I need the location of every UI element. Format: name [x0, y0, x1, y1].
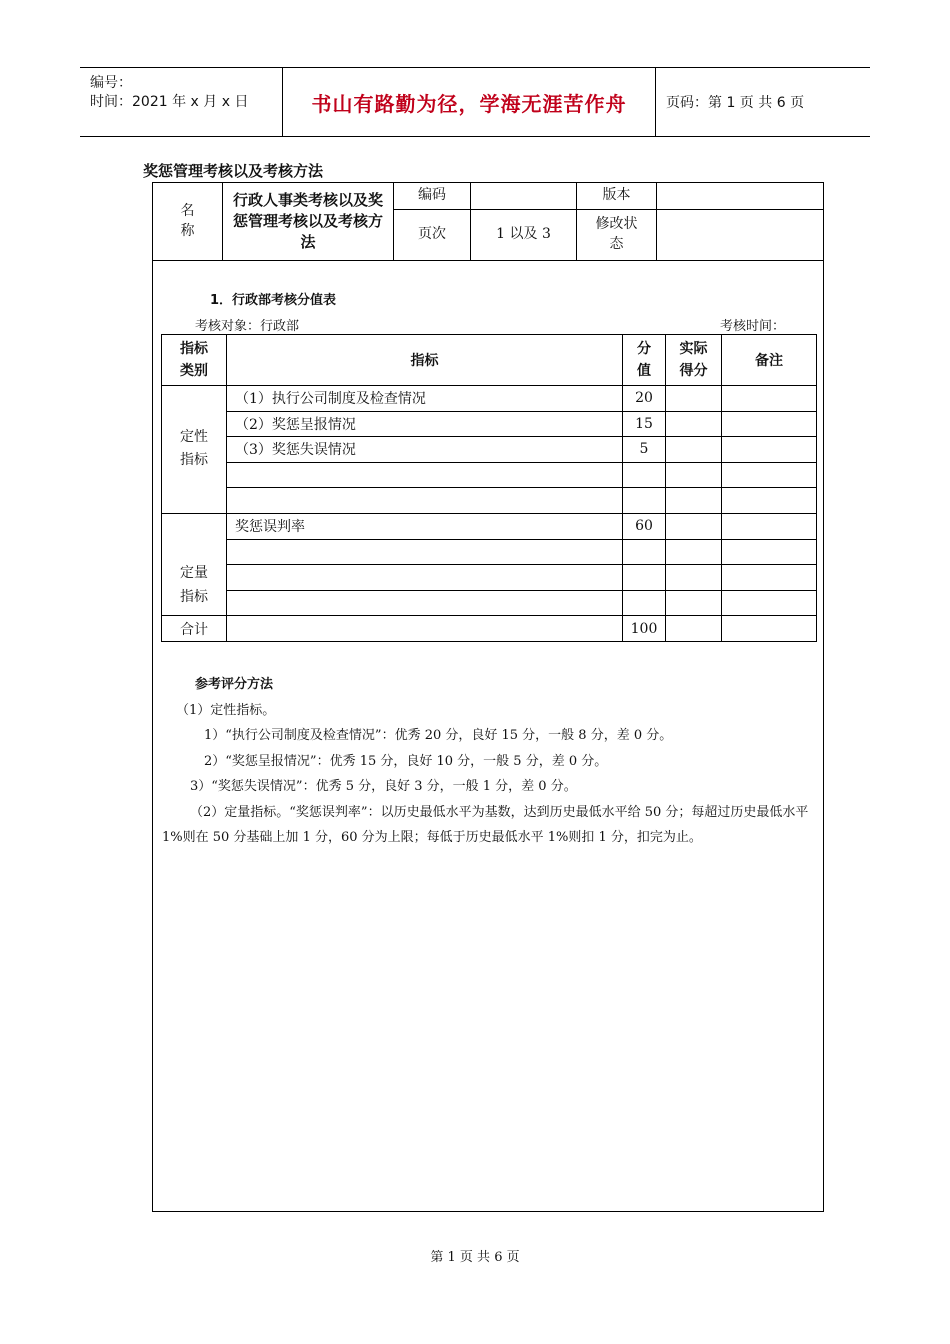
- total-row: [162, 616, 817, 642]
- header-page-info-cell: [656, 68, 870, 136]
- notes-cell: [722, 437, 817, 463]
- scoring-method: [162, 672, 817, 851]
- actual-score-cell: [666, 513, 722, 539]
- indicator-cell: （3）奖惩失误情况: [227, 437, 623, 463]
- score-cell: [623, 462, 666, 488]
- method-line: 3）“奖惩失误情况”：优秀 5 分，良好 3 分，一般 1 分，差 0 分。: [190, 779, 577, 794]
- notes-cell: [722, 411, 817, 437]
- notes-cell: [722, 513, 817, 539]
- indicator-cell: 奖惩误判率: [227, 513, 623, 539]
- score-cell: [623, 590, 666, 616]
- name-value: 行政人事类考核以及奖惩管理考核以及考核方法: [232, 191, 383, 251]
- status-label: 修改状态: [595, 216, 638, 252]
- actual-score-cell: [666, 488, 722, 514]
- score-cell: [623, 565, 666, 591]
- header-score: 分值: [623, 335, 666, 386]
- actual-score-cell: [666, 539, 722, 565]
- notes-cell: [722, 590, 817, 616]
- table-row: [162, 565, 817, 591]
- assessment-object: 考核对象：行政部: [195, 319, 300, 334]
- header-notes: 备注: [722, 335, 817, 386]
- score-cell: 5: [623, 437, 666, 463]
- total-label: 合计: [162, 616, 227, 642]
- notes-cell: [722, 616, 817, 642]
- header-category: 指标类别: [162, 335, 227, 386]
- indicator-cell: [227, 590, 623, 616]
- table-row: [162, 590, 817, 616]
- table-header-row: [162, 335, 817, 386]
- header-left-cell: [80, 68, 282, 136]
- status-value: [657, 210, 823, 260]
- indicator-cell: [227, 539, 623, 565]
- pages-value: 1 以及 3: [496, 226, 551, 243]
- score-cell: 15: [623, 411, 666, 437]
- method-line: （2）定量指标。“奖惩误判率”：以历史最低水平为基数，达到历史最低水平给 50 分；每超过历史最低水平 1%则在 50 分基础上加 1 分，60 分为上限；每低于历史最低水平 1%则扣 1 分，扣完为止。: [162, 804, 809, 845]
- method-line: （1）定性指标。: [176, 702, 276, 718]
- score-cell: [623, 539, 666, 565]
- assessment-time: 考核时间：: [720, 319, 786, 334]
- page-info: 页码：第 1 页 共 6 页: [666, 95, 805, 111]
- table-row: [162, 386, 817, 412]
- table-row: [162, 411, 817, 437]
- indicator-cell: （2）奖惩呈报情况: [227, 411, 623, 437]
- version-value: [657, 183, 823, 209]
- meta-table: [153, 183, 823, 261]
- section-title: 1．行政部考核分值表: [210, 293, 337, 308]
- number-label: 编号：: [90, 75, 132, 91]
- table-row: [162, 539, 817, 565]
- actual-score-cell: [666, 565, 722, 591]
- actual-score-cell: [666, 616, 722, 642]
- table-row: [162, 437, 817, 463]
- page-footer: 第 1 页 共 6 页: [430, 1250, 520, 1265]
- indicator-cell: [227, 488, 623, 514]
- score-cell: 20: [623, 386, 666, 412]
- actual-score-cell: [666, 437, 722, 463]
- header-indicator: 指标: [227, 335, 623, 386]
- total-indicator-cell: [227, 616, 623, 642]
- actual-score-cell: [666, 386, 722, 412]
- notes-cell: [722, 488, 817, 514]
- document-title: 奖惩管理考核以及考核方法: [143, 162, 324, 180]
- header-actual: 实际得分: [666, 335, 722, 386]
- table-row: [162, 462, 817, 488]
- actual-score-cell: [666, 590, 722, 616]
- indicator-cell: （1）执行公司制度及检查情况: [227, 386, 623, 412]
- table-row: [162, 488, 817, 514]
- table-row: [162, 513, 817, 539]
- notes-cell: [722, 386, 817, 412]
- score-cell: [623, 488, 666, 514]
- time-label: 时间：2021 年 x 月 x 日: [90, 94, 249, 110]
- code-label: 编码: [418, 187, 446, 204]
- notes-cell: [722, 539, 817, 565]
- actual-score-cell: [666, 462, 722, 488]
- code-value: [471, 183, 576, 209]
- actual-score-cell: [666, 411, 722, 437]
- name-label: 名 称: [180, 202, 195, 239]
- notes-cell: [722, 462, 817, 488]
- method-title: 参考评分方法: [195, 677, 274, 692]
- method-line: 1）“执行公司制度及检查情况”：优秀 20 分，良好 15 分，一般 8 分，差 0 分。: [204, 728, 673, 743]
- notes-cell: [722, 565, 817, 591]
- page-header: [80, 67, 870, 137]
- pages-label: 页次: [418, 226, 446, 243]
- score-cell: 60: [623, 513, 666, 539]
- indicator-cell: [227, 565, 623, 591]
- score-table: [161, 334, 817, 642]
- qualitative-category: 定性指标: [162, 386, 227, 514]
- header-motto-cell: [282, 68, 656, 136]
- motto: 书山有路勤为径，学海无涯苦作舟: [311, 91, 627, 116]
- quantitative-category: 定量指标: [162, 513, 227, 615]
- method-line: 2）“奖惩呈报情况”：优秀 15 分，良好 10 分，一般 5 分，差 0 分。: [204, 753, 608, 769]
- indicator-cell: [227, 462, 623, 488]
- version-label: 版本: [602, 187, 631, 204]
- total-score: 100: [623, 616, 666, 642]
